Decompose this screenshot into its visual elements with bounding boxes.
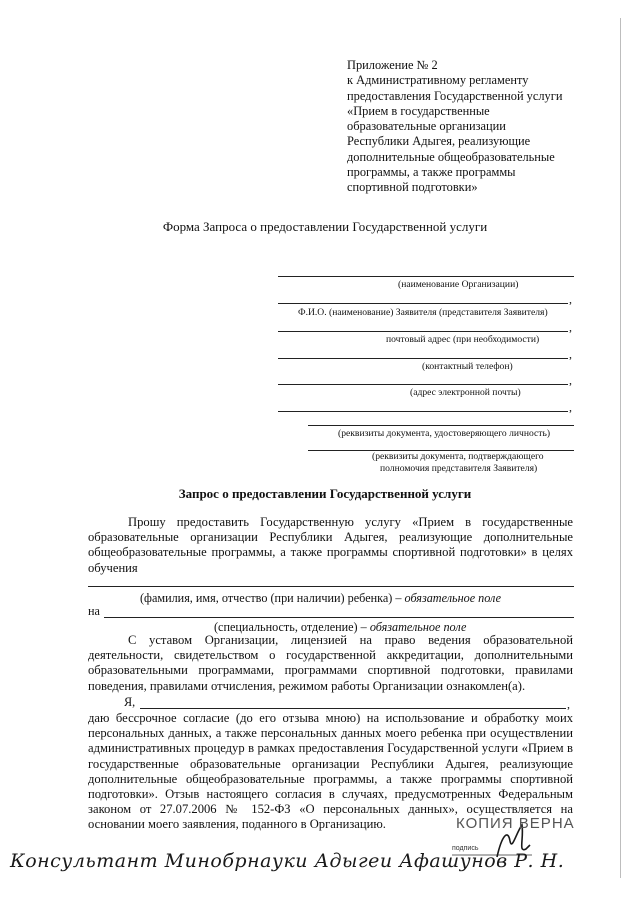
request-paragraph: Прошу предоставить Государственную услугу «Прием в государственные образовательные организации Республики Адыгея, реализующие дополнительные общеобразовательные программы, а также программы спортивной подготовки» в целях обучения xyxy=(88,515,573,575)
child-name-line[interactable] xyxy=(88,586,574,587)
prefix-ya: Я, xyxy=(124,695,136,709)
id-doc-line-2[interactable] xyxy=(308,425,574,426)
request-title: Запрос о предоставлении Государственной услуги xyxy=(178,486,472,501)
child-name-caption: (фамилия, имя, отчество (при наличии) ребенка) xyxy=(140,591,393,605)
prefix-na: на xyxy=(88,604,100,618)
appendix-line: к Административному регламенту xyxy=(347,73,529,88)
specialty-caption: (специальность, отделение) xyxy=(214,620,358,634)
authority-doc-caption-1: (реквизиты документа, подтверждающего xyxy=(372,451,544,462)
appendix-line: программы, а также программы xyxy=(347,165,516,180)
id-doc-line-1[interactable] xyxy=(278,411,568,412)
signature-label: подпись xyxy=(452,845,479,852)
email-line[interactable] xyxy=(278,384,568,385)
postal-address-line[interactable] xyxy=(278,331,568,332)
appendix-line: предоставления Государственной услуги xyxy=(347,88,563,103)
child-name-caption-row xyxy=(140,591,501,606)
required-note: – обязательное поле xyxy=(395,591,502,605)
comma: , xyxy=(569,400,572,414)
appendix-line: Республики Адыгея, реализующие xyxy=(347,134,531,149)
required-note: – обязательное поле xyxy=(360,620,467,634)
comma: , xyxy=(567,697,570,711)
phone-caption: (контактный телефон) xyxy=(422,361,513,372)
id-doc-caption: (реквизиты документа, удостоверяющего личность) xyxy=(338,428,551,439)
applicant-fullname-line[interactable] xyxy=(140,708,566,709)
applicant-name-caption: Ф.И.О. (наименование) Заявителя (представителя Заявителя) xyxy=(298,307,548,318)
appendix-line: образовательные организации xyxy=(347,119,506,134)
authority-doc-caption-2: полномочия представителя Заявителя) xyxy=(380,463,538,474)
comma: , xyxy=(569,347,572,361)
specialty-line[interactable] xyxy=(104,617,574,618)
charter-paragraph: С уставом Организации, лицензией на право ведения образовательной деятельности, свидетельством о государственной аккредитации, дополнительными образовательными программами, программами спортивной подготовки, правилами поведения, правилами отчисления, режимом работы Организации ознакомлен(а). xyxy=(88,633,573,693)
org-name-line[interactable] xyxy=(278,276,574,277)
appendix-line: спортивной подготовки» xyxy=(347,180,478,195)
page-edge-line xyxy=(620,18,621,878)
applicant-name-line[interactable] xyxy=(278,303,568,304)
form-title: Форма Запроса о предоставлении Государственной услуги xyxy=(162,219,488,234)
handwritten-note: Консультант Минобрнауки Адыгеи Афашунов Р. Н. xyxy=(10,850,565,872)
phone-line[interactable] xyxy=(278,358,568,359)
appendix-line: «Прием в государственные xyxy=(347,103,490,118)
org-name-caption: (наименование Организации) xyxy=(398,279,519,290)
stamp-text: КОПИЯ ВЕРНА xyxy=(456,815,575,832)
appendix-line: дополнительные общеобразовательные xyxy=(347,149,555,164)
comma: , xyxy=(569,373,572,387)
postal-address-caption: почтовый адрес (при необходимости) xyxy=(386,334,540,345)
comma: , xyxy=(569,292,572,306)
comma: , xyxy=(569,320,572,334)
consent-paragraph: даю бессрочное согласие (до его отзыва мною) на использование и обработку моих персональных данных, а также персональных данных моего ребенка при осуществлении административных процедур в рамках предоставления Государственной услуги «Прием в государственные образовательные организации Республики Адыгея, реализующие дополнительные общеобразовательные программы, а также программы спортивной подготовки». Отзыв настоящего согласия в случаях, предусмотренных Федеральным законом от 27.07.2006 № 152-ФЗ «О персональных данных», осуществляется на основании моего заявления, поданного в Организацию. xyxy=(88,711,573,832)
appendix-block xyxy=(347,58,592,196)
email-caption: (адрес электронной почты) xyxy=(410,387,521,398)
appendix-line: Приложение № 2 xyxy=(347,58,438,72)
